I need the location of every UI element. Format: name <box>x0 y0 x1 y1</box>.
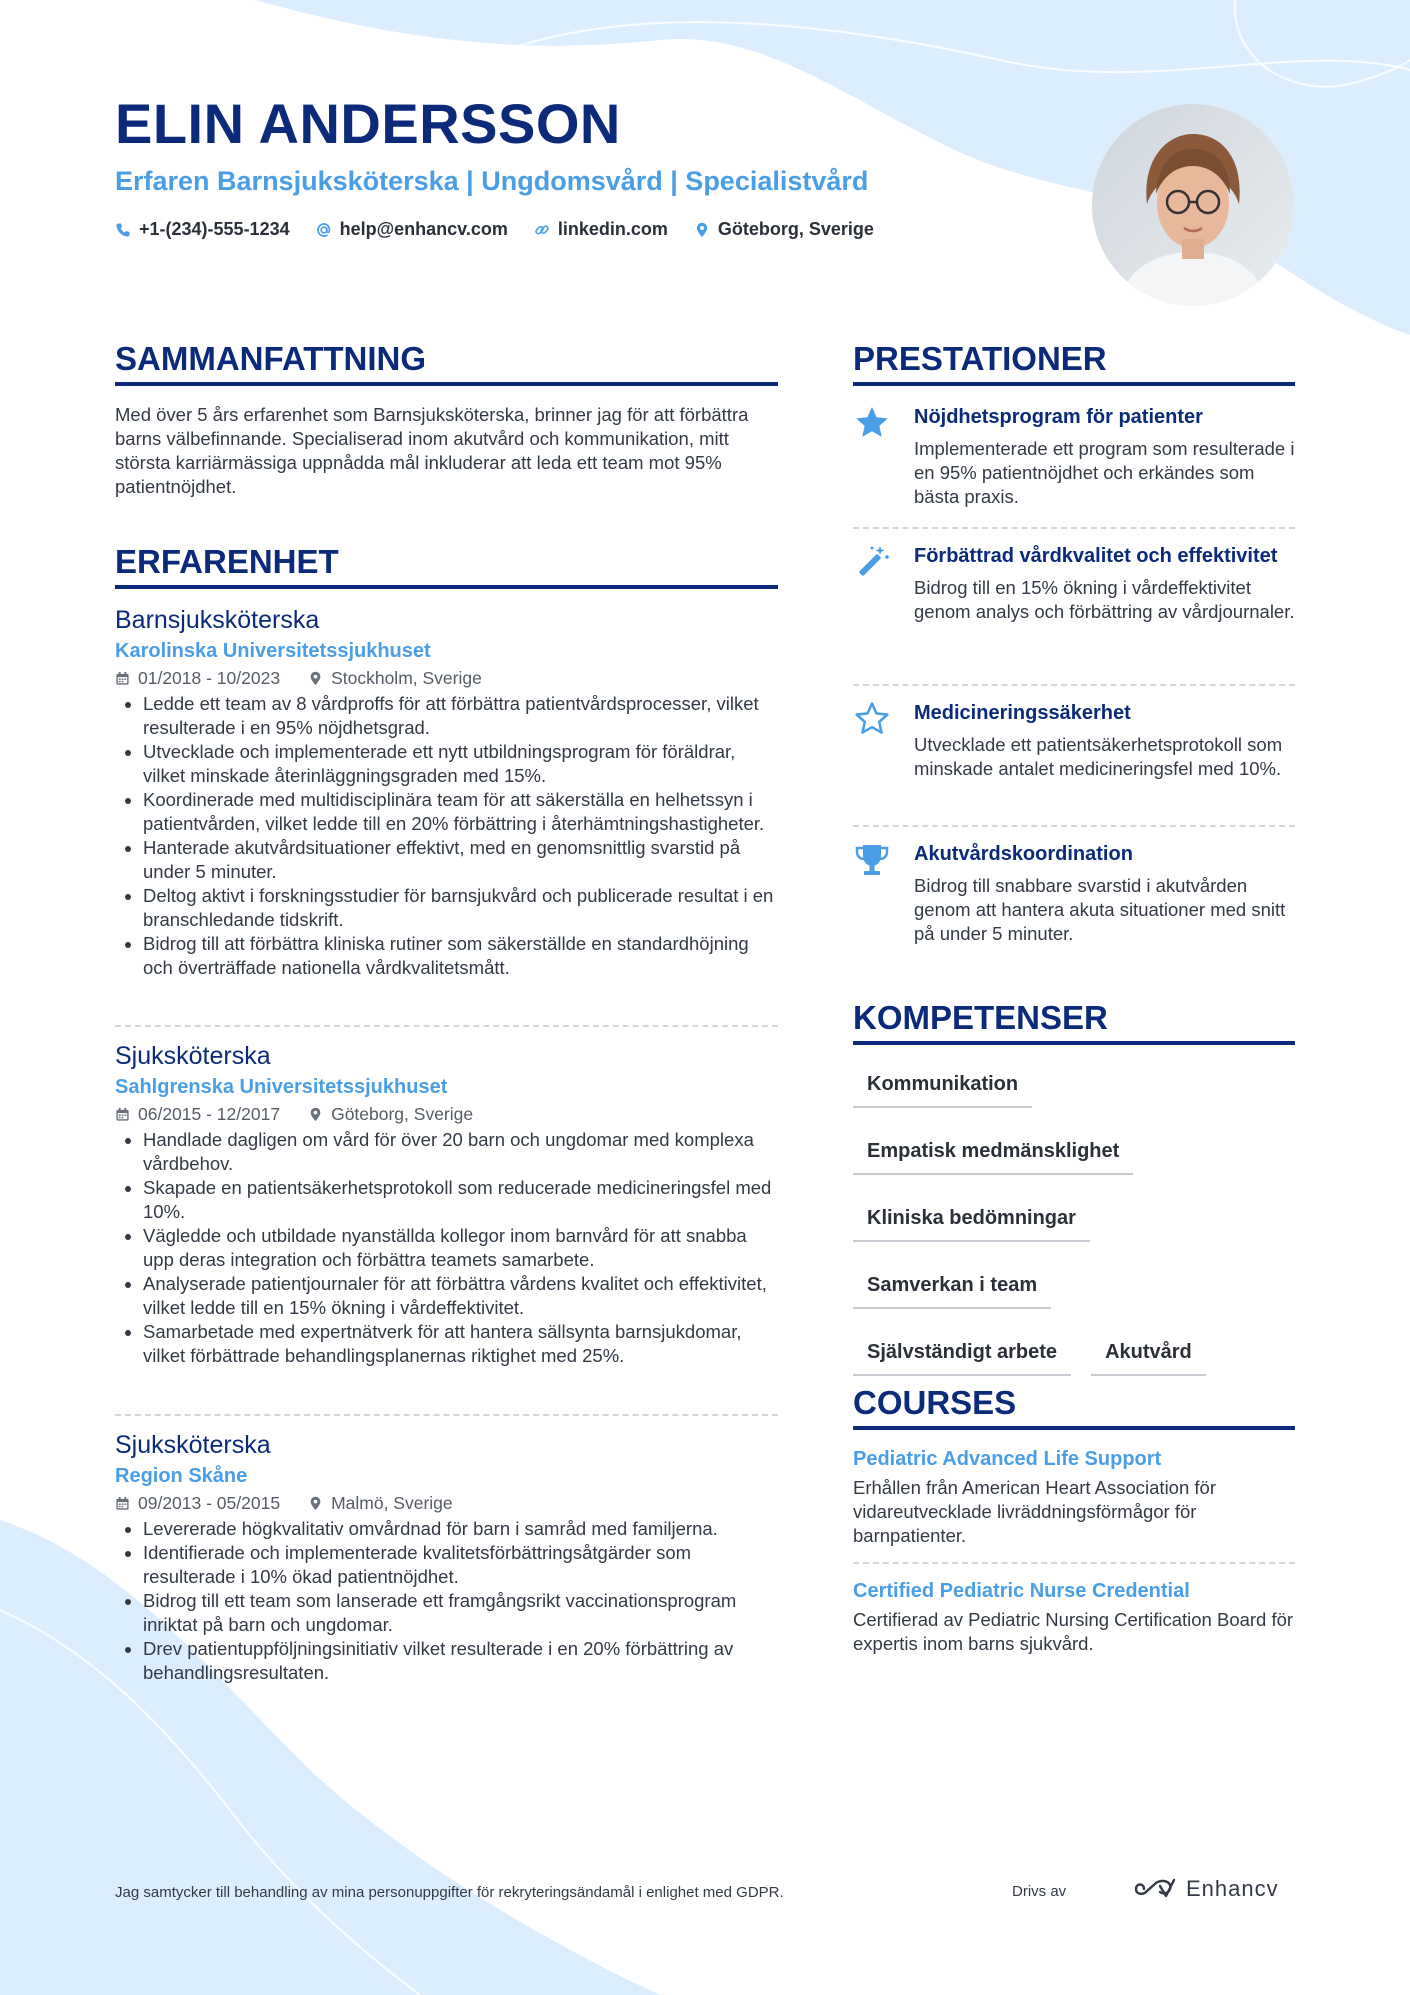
job-dates <box>115 666 280 690</box>
job-dates <box>115 1491 280 1515</box>
job-location-text: Stockholm, Sverige <box>331 668 482 688</box>
skill-tag: Kommunikation <box>853 1062 1032 1108</box>
skill-tag: Samverkan i team <box>853 1263 1051 1309</box>
divider <box>115 1414 778 1416</box>
calendar-icon <box>115 1107 130 1122</box>
job-meta <box>115 1102 778 1126</box>
job-bullets <box>115 1128 778 1368</box>
job-bullet: • Bidrog till att förbättra kliniska rutiner som säkerställde en standardhöjning och överträffade nationella vårdkvalitetsmått. <box>143 932 778 980</box>
candidate-tagline: Erfaren Barnsjuksköterska | Ungdomsvård | Specialistvård <box>115 166 869 196</box>
summary-text: Med över 5 års erfarenhet som Barnsjuksköterska, brinner jag för att förbättra barns välbefinnande. Specialiserad inom akutvård och kommunikation, mitt största karriärmässiga uppnådda mål inkluderar att leda ett team mot 95% patientnöjdhet. <box>115 404 749 497</box>
job-dates-text: 09/2013 - 05/2015 <box>138 1493 281 1513</box>
course-title: Pediatric Advanced Life Support <box>853 1448 1162 1470</box>
brand-name: Enhancv <box>1186 1876 1279 1901</box>
job-bullet: • Identifierade och implementerade kvalitetsförbättringsåtgärder som resulterade i 10% ökad patientnöjdhet. <box>143 1541 778 1589</box>
skill-tag: Akutvård <box>1091 1330 1206 1376</box>
job-bullet: • Utvecklade och implementerade ett nytt utbildningsprogram för föräldrar, vilket minskade återinläggningsgraden med 15%. <box>143 740 778 788</box>
job-location <box>308 666 482 690</box>
job-title: Barnsjuksköterska <box>115 606 320 634</box>
job-bullet: • Bidrog till ett team som lanserade ett framgångsrikt vaccinationsprogram inriktat på barn och ungdomar. <box>143 1589 778 1637</box>
job-bullet: • Deltog aktivt i forskningsstudier för barnsjukvård och publicerade resultat i en branschledande tidskrift. <box>143 884 778 932</box>
magic-wand-icon <box>853 543 891 581</box>
achievement-item <box>853 404 1295 509</box>
job-company: Karolinska Universitetssjukhuset <box>115 640 431 662</box>
divider <box>853 527 1295 529</box>
powered-by-label: Drivs av <box>1012 1883 1067 1900</box>
experience-title: ERFARENHET <box>115 543 778 589</box>
gdpr-consent-note: Jag samtycker till behandling av mina personuppgifter för rekryteringsändamål i enlighet med GDPR. <box>115 1884 784 1901</box>
trophy-icon <box>853 841 891 879</box>
skills-title: KOMPETENSER <box>853 999 1295 1045</box>
contact-email[interactable] <box>316 219 508 240</box>
job-bullet: • Ledde ett team av 8 vårdproffs för att förbättra patientvårdsprocesser, vilket resulterade i en 95% nöjdhetsgrad. <box>143 692 778 740</box>
job-entry <box>115 1429 778 1685</box>
job-bullet: • Hanterade akutvårdsituationer effektivt, med en genomsnittlig svarstid på under 5 minuter. <box>143 836 778 884</box>
location-icon <box>694 222 710 238</box>
profile-photo <box>1092 104 1294 306</box>
star-outline-icon <box>853 700 891 738</box>
job-meta <box>115 1491 778 1515</box>
course-title: Certified Pediatric Nurse Credential <box>853 1580 1190 1602</box>
courses-title: COURSES <box>853 1384 1295 1430</box>
star-filled-icon <box>853 404 891 442</box>
job-bullet: • Levererade högkvalitativ omvårdnad för barn i samråd med familjerna. <box>143 1517 778 1541</box>
job-bullet: • Analyserade patientjournaler för att förbättra vårdens kvalitet och effektivitet, vilket ledde till en 15% ökning i vårdeffektivitet. <box>143 1272 778 1320</box>
skill-tag: Kliniska bedömningar <box>853 1196 1090 1242</box>
job-location <box>308 1491 453 1515</box>
job-location-text: Malmö, Sverige <box>331 1493 453 1513</box>
course-item <box>853 1578 1295 1656</box>
contact-info <box>115 219 874 240</box>
achievement-title: Akutvårdskoordination <box>914 843 1133 865</box>
contact-linkedin[interactable] <box>534 219 668 240</box>
course-item <box>853 1446 1295 1548</box>
job-entry <box>115 604 778 980</box>
job-company: Region Skåne <box>115 1465 248 1487</box>
skill-tag: Empatisk medmänsklighet <box>853 1129 1133 1175</box>
job-title: Sjuksköterska <box>115 1042 271 1070</box>
infinity-logo-icon <box>1132 1876 1178 1902</box>
achievement-title: Förbättrad vårdkvalitet och effektivitet <box>914 545 1278 567</box>
contact-location-text: Göteborg, Sverige <box>717 219 874 239</box>
achievement-item <box>853 700 1295 781</box>
summary-title: SAMMANFATTNING <box>115 340 778 386</box>
enhancv-logo[interactable] <box>1132 1876 1279 1902</box>
achievement-desc: Implementerade ett program som resulterade i en 95% patientnöjdhet och erkändes som bästa praxis. <box>914 438 1295 507</box>
divider <box>853 684 1295 686</box>
divider <box>853 825 1295 827</box>
job-title: Sjuksköterska <box>115 1431 271 1459</box>
job-dates <box>115 1102 280 1126</box>
contact-phone[interactable] <box>115 219 290 240</box>
link-icon <box>534 222 550 238</box>
achievement-desc: Bidrog till en 15% ökning i vårdeffektivitet genom analys och förbättring av vårdjournaler. <box>914 577 1295 622</box>
job-bullet: • Handlade dagligen om vård för över 20 barn och ungdomar med komplexa vårdbehov. <box>143 1128 778 1176</box>
achievement-title: Medicineringssäkerhet <box>914 702 1131 724</box>
skills-list <box>853 1062 1295 1397</box>
skill-tag: Självständigt arbete <box>853 1330 1071 1376</box>
job-entry <box>115 1040 778 1368</box>
job-dates-text: 06/2015 - 12/2017 <box>138 1104 281 1124</box>
achievement-title: Nöjdhetsprogram för patienter <box>914 406 1203 428</box>
job-company: Sahlgrenska Universitetssjukhuset <box>115 1076 448 1098</box>
calendar-icon <box>115 671 130 686</box>
contact-linkedin-text: linkedin.com <box>557 219 668 239</box>
job-meta <box>115 666 778 690</box>
job-location <box>308 1102 473 1126</box>
job-bullets <box>115 1517 778 1685</box>
calendar-icon <box>115 1496 130 1511</box>
divider <box>115 1025 778 1027</box>
location-icon <box>308 1107 323 1122</box>
contact-email-text: help@enhancv.com <box>339 219 508 239</box>
contact-location <box>694 219 874 240</box>
achievement-item <box>853 841 1295 946</box>
candidate-name: ELIN ANDERSSON <box>115 92 621 155</box>
divider <box>853 1562 1295 1564</box>
job-dates-text: 01/2018 - 10/2023 <box>138 668 281 688</box>
location-icon <box>308 1496 323 1511</box>
contact-phone-text: +1-(234)-555-1234 <box>139 219 290 239</box>
course-desc: Certifierad av Pediatric Nursing Certification Board för expertis inom barns sjukvård. <box>853 1609 1294 1654</box>
achievement-item <box>853 543 1295 624</box>
at-icon <box>316 222 332 238</box>
course-desc: Erhållen från American Heart Association för vidareutvecklade livräddningsförmågor för barnpatienter. <box>853 1477 1216 1546</box>
job-bullet: • Vägledde och utbildade nyanställda kollegor inom barnvård för att snabba upp deras integration och förbättra teamets samarbete. <box>143 1224 778 1272</box>
phone-icon <box>115 222 131 238</box>
location-icon <box>308 671 323 686</box>
job-bullets <box>115 692 778 980</box>
achievements-title: PRESTATIONER <box>853 340 1295 386</box>
job-bullet: • Drev patientuppföljningsinitiativ vilket resulterade i en 20% förbättring av behandlingsresultaten. <box>143 1637 778 1685</box>
achievement-desc: Utvecklade ett patientsäkerhetsprotokoll som minskade antalet medicineringsfel med 10%. <box>914 734 1283 779</box>
job-location-text: Göteborg, Sverige <box>331 1104 474 1124</box>
job-bullet: • Koordinerade med multidisciplinära team för att säkerställa en helhetssyn i patientvården, vilket ledde till en 20% förbättring i återhämtningshastigheter. <box>143 788 778 836</box>
achievement-desc: Bidrog till snabbare svarstid i akutvården genom att hantera akuta situationer med snitt på under 5 minuter. <box>914 875 1286 944</box>
job-bullet: • Samarbetade med expertnätverk för att hantera sällsynta barnsjukdomar, vilket förbättrade behandlingsplanernas riktighet med 25%. <box>143 1320 778 1368</box>
job-bullet: • Skapade en patientsäkerhetsprotokoll som reducerade medicineringsfel med 10%. <box>143 1176 778 1224</box>
